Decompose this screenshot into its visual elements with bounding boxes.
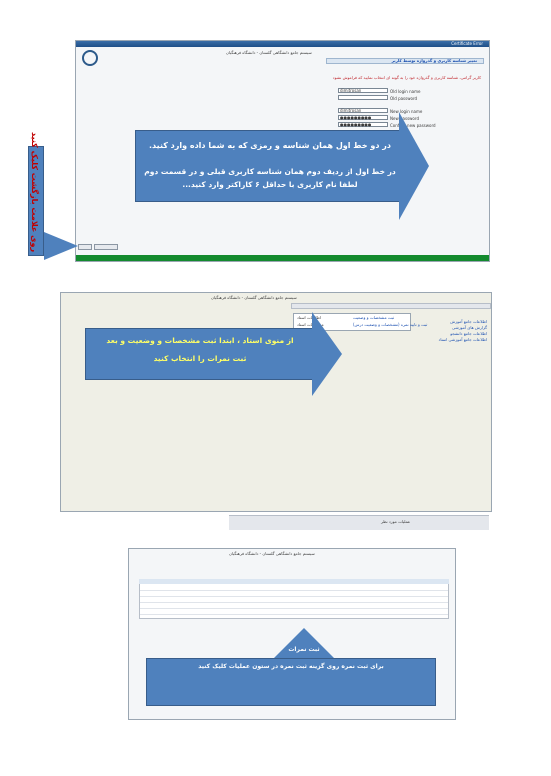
callout-3-line-1: ثبت نمرات (288, 646, 320, 653)
table-row[interactable] (140, 598, 448, 603)
app-title: سیستم جامع دانشگاهی گلستان - دانشگاه فرهنگیان (226, 50, 312, 55)
callout-2-line-1: از منوی استاد ، ابتدا ثبت مشخصات و وضعیت و بعد (106, 336, 294, 345)
callout-2-arrow (312, 312, 342, 396)
table-row[interactable] (140, 592, 448, 597)
browser-titlebar (76, 41, 489, 47)
callout-1-arrow (399, 112, 429, 220)
back-button[interactable] (78, 244, 92, 250)
callout-2-line-2: ثبت نمرات را انتخاب کنید (153, 354, 247, 363)
menu-item-1[interactable]: اطلاعات جامع آموزش (450, 319, 487, 324)
callout-3-line-2: برای ثبت نمره روی گزینه ثبت نمره در ستون عملیات کلیک کنید (198, 663, 384, 670)
old-login-label: Old login name (390, 89, 421, 94)
menu-item-3[interactable]: اطلاعات جامع دانشجو (450, 331, 487, 336)
callout-3-arrow (272, 628, 336, 660)
confirm-password-mask: ●●●●●●●●● (340, 122, 372, 127)
submenu-item-1[interactable]: ثبت مشخصات و وضعیت (353, 315, 395, 320)
back-hint-arrow (44, 232, 78, 260)
table-row[interactable] (140, 604, 448, 609)
menu-item-4[interactable]: اطلاعات جامع آموزشی استاد (438, 337, 487, 342)
ok-button[interactable] (94, 244, 118, 250)
university-logo (82, 50, 98, 66)
old-password-label: Old password (390, 96, 418, 101)
confirm-password-label: Confirm new password (390, 123, 436, 128)
table-header (139, 579, 449, 584)
menu-item-2[interactable]: گزارش های آموزشی (452, 325, 487, 330)
screenshot-panel-2 (60, 292, 492, 524)
bottom-label: عملیات مورد نظر (381, 519, 411, 524)
callout-1-line-2: در خط اول از ردیف دوم همان شناسه کاربری قبلی و در قسمت دوم لطفا نام کاربری با حداقل ۶ کاراکتر وارد کنید... (144, 167, 396, 189)
new-login-value: dimitrosan (340, 108, 362, 113)
status-bar (76, 255, 489, 261)
bottom-toolbar (229, 515, 489, 530)
old-password-input[interactable] (338, 95, 388, 100)
new-password-mask: ●●●●●●●●● (340, 115, 372, 120)
old-login-value: dimitrosan (340, 88, 362, 93)
submenu-item-2[interactable]: ثبت و تایید نمره (مشخصات و وضعیت درس) (353, 322, 428, 327)
new-login-label: New login name (390, 109, 423, 114)
submenu-right-1[interactable]: اطلاعات استاد (297, 315, 321, 320)
menu-tabs-bar (291, 303, 491, 309)
form-title: تغییر شناسه کاربری و گذرواژه توسط کاربر (391, 58, 477, 63)
app-title: سیستم جامع دانشگاهی گلستان - دانشگاه فرهنگیان (229, 551, 315, 556)
table-row[interactable] (140, 586, 448, 591)
new-password-label: New password (390, 116, 419, 121)
certificate-error-label[interactable]: Certificate Error (451, 41, 483, 46)
warning-text: کاربر گرامی، شناسه کاربری و گذرواژه خود را به گونه ای انتخاب نمایید که فراموش نشود (332, 75, 481, 80)
app-title: سیستم جامع دانشگاهی گلستان - دانشگاه فرهنگیان (211, 295, 297, 300)
callout-1-line-1: در دو خط اول همان شناسه و رمزی که به شما داده وارد کنید. (149, 141, 391, 150)
table-row[interactable] (140, 610, 448, 615)
back-hint-text: روی علامت بازگشت کلیک کنید (30, 131, 39, 252)
submenu-right-2[interactable]: مشخصات استاد (297, 322, 324, 327)
